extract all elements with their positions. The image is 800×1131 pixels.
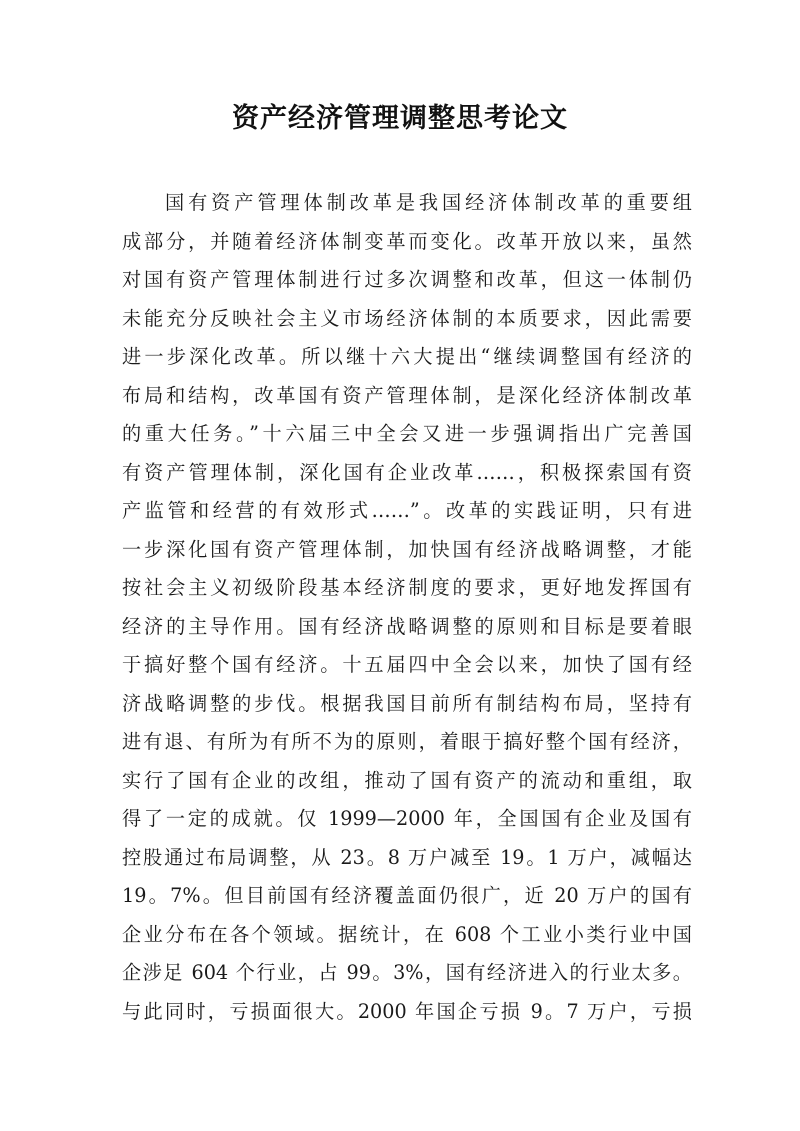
text-line: 国有资产管理体制改革是我国经济体制改革的重要组 [165, 191, 692, 214]
text-line: 得了一定的成就。仅 1999—2000 年，全国国有企业及国有 [122, 807, 692, 830]
text-line: 布局和结构，改革国有资产管理体制，是深化经济体制改革 [122, 383, 692, 407]
body-paragraph [122, 184, 692, 1031]
text-line: 与此同时，亏损面很大。2000 年国企亏损 9。7 万户，亏损 [122, 999, 692, 1023]
document-title: 资产经济管理调整思考论文 [232, 103, 568, 134]
text-line: 经济的主导作用。国有经济战略调整的原则和目标是要着眼 [122, 614, 692, 638]
text-line: 有资产管理体制，深化国有企业改革……，积极探索国有资 [122, 460, 692, 484]
text-line: 进一步深化改革。所以继十六大提出“继续调整国有经济的 [122, 345, 692, 368]
text-line: 未能充分反映社会主义市场经济体制的本质要求，因此需要 [122, 306, 692, 330]
text-line: 控股通过布局调整，从 23。8 万户减至 19。1 万户，减幅达 [122, 845, 692, 869]
text-line: 企业分布在各个领域。据统计，在 608 个工业小类行业中国 [122, 922, 692, 946]
text-line: 进有退、有所为有所不为的原则，着眼于搞好整个国有经济， [122, 730, 692, 753]
text-line: 企涉足 604 个行业，占 99。3%，国有经济进入的行业太多。 [122, 961, 692, 984]
text-line: 济战略调整的步伐。根据我国目前所有制结构布局，坚持有 [122, 691, 692, 715]
text-line: 按社会主义初级阶段基本经济制度的要求，更好地发挥国有 [122, 576, 692, 599]
text-line: 对国有资产管理体制进行过多次调整和改革，但这一体制仍 [122, 268, 692, 291]
text-line: 的重大任务。”十六届三中全会又进一步强调指出广完善国 [122, 422, 692, 445]
text-line: 于搞好整个国有经济。十五届四中全会以来，加快了国有经 [122, 653, 692, 676]
text-line: 实行了国有企业的改组，推动了国有资产的流动和重组，取 [122, 768, 692, 792]
text-line: 19。7%。但目前国有经济覆盖面仍很广，近 20 万户的国有 [122, 884, 692, 907]
text-line: 成部分，并随着经济体制变革而变化。改革开放以来，虽然 [122, 229, 692, 253]
text-line: 一步深化国有资产管理体制，加快国有经济战略调整，才能 [122, 537, 692, 561]
text-line: 产监管和经营的有效形式……”。改革的实践证明，只有进 [122, 499, 692, 522]
